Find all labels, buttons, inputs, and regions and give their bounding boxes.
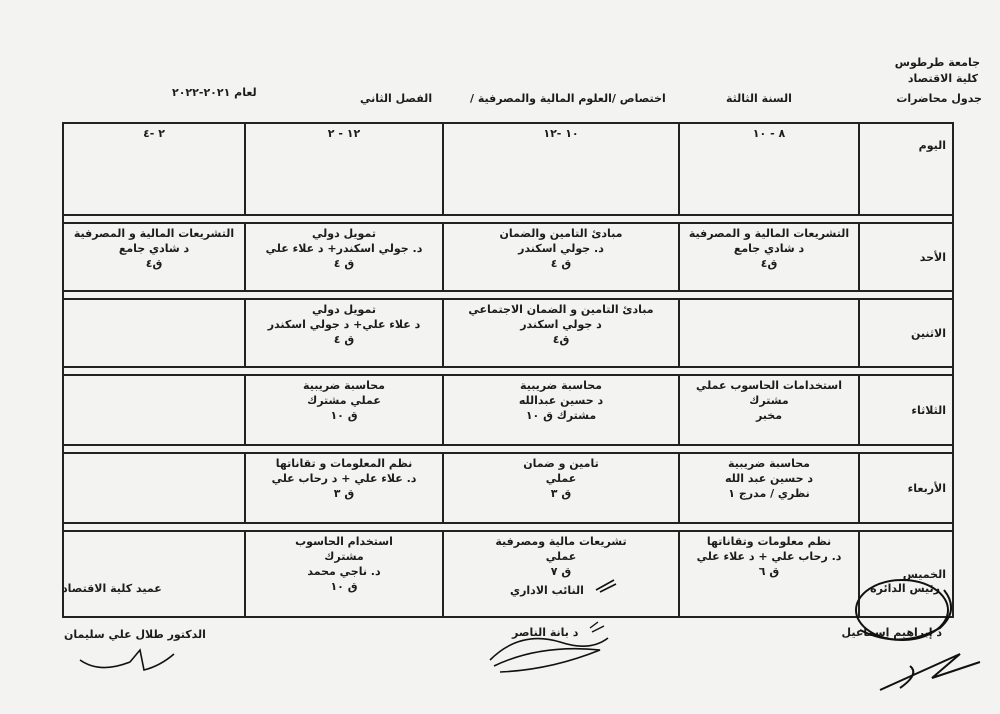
course-detail: مشترك bbox=[749, 394, 789, 407]
course-detail: د شادي جامع bbox=[733, 242, 805, 255]
table-row bbox=[63, 531, 953, 617]
row-separator bbox=[63, 367, 953, 375]
course-detail: د. ناجي محمد bbox=[307, 565, 381, 578]
lecture-cell bbox=[443, 375, 679, 445]
course-detail: ق٤ bbox=[552, 333, 570, 346]
day-cell: الاثنين bbox=[859, 299, 953, 367]
small-stamp-mark bbox=[594, 576, 618, 594]
course-detail: د علاء علي+ د جولي اسكندر bbox=[267, 318, 421, 331]
time-slot-header: ٢ -٤ bbox=[63, 123, 245, 215]
lecture-cell bbox=[245, 375, 443, 445]
course-name: التشريعات المالية و المصرفية bbox=[73, 227, 235, 240]
dean-title: عميد كلية الاقتصاد bbox=[62, 582, 162, 595]
academic-year: لعام ٢٠٢١-٢٠٢٢ bbox=[172, 86, 257, 99]
lecture-cell bbox=[63, 223, 245, 291]
lecture-cell bbox=[443, 453, 679, 523]
course-detail: د. جولي اسكندر bbox=[518, 242, 604, 255]
course-detail: د شادي جامع bbox=[118, 242, 190, 255]
dean-name: الدكتور طلال علي سليمان bbox=[64, 628, 206, 641]
course-detail: ق٤ bbox=[760, 257, 778, 270]
course-name: تمويل دولي bbox=[312, 303, 376, 316]
lecture-cell bbox=[679, 453, 859, 523]
course-detail: عملي bbox=[545, 550, 577, 563]
course-detail: ق ٧ bbox=[550, 565, 572, 578]
semester: الفصل الثاني bbox=[360, 92, 433, 105]
table-header-row bbox=[63, 123, 953, 215]
dept-head-name: د إبراهيم إسماعيل bbox=[841, 626, 942, 639]
course-detail: ق٤ bbox=[145, 257, 163, 270]
course-name: مبادئ التامين و الضمان الاجتماعي bbox=[468, 303, 654, 316]
row-separator bbox=[63, 523, 953, 531]
lecture-cell bbox=[679, 223, 859, 291]
deputy-title: النائب الاداري bbox=[510, 584, 584, 597]
day-cell: الأربعاء bbox=[859, 453, 953, 523]
course-name: محاسبة ضريبية bbox=[728, 457, 810, 470]
lecture-cell bbox=[63, 531, 245, 617]
table-row bbox=[63, 223, 953, 291]
year-level: السنة الثالثة bbox=[726, 92, 792, 105]
lecture-cell bbox=[63, 375, 245, 445]
course-detail: د. جولي اسكندر+ د علاء علي bbox=[265, 242, 423, 255]
course-detail: ق ٤ bbox=[550, 257, 572, 270]
lecture-cell bbox=[679, 375, 859, 445]
day-cell: الأحد bbox=[859, 223, 953, 291]
course-name: نظم المعلومات و تقاناتها bbox=[275, 457, 413, 470]
time-slot-header: ١٠ -١٢ bbox=[443, 123, 679, 215]
course-detail: ق ٣ bbox=[550, 487, 572, 500]
lecture-cell bbox=[443, 299, 679, 367]
lecture-cell bbox=[63, 453, 245, 523]
table-row bbox=[63, 453, 953, 523]
lecture-cell bbox=[63, 299, 245, 367]
lecture-cell bbox=[443, 531, 679, 617]
lecture-cell bbox=[245, 223, 443, 291]
day-cell: الثلاثاء bbox=[859, 375, 953, 445]
lecture-cell bbox=[245, 299, 443, 367]
row-separator bbox=[63, 445, 953, 453]
document-title: جدول محاضرات bbox=[896, 92, 982, 105]
table-row bbox=[63, 375, 953, 445]
lecture-cell bbox=[443, 223, 679, 291]
row-separator bbox=[63, 291, 953, 299]
course-detail: مشترك bbox=[324, 550, 364, 563]
course-name: محاسبة ضريبية bbox=[520, 379, 602, 392]
dean-signature bbox=[70, 640, 180, 680]
course-detail: مخبر bbox=[755, 409, 783, 422]
course-detail: مشترك ق ١٠ bbox=[525, 409, 597, 422]
course-detail: د حسين عبدالله bbox=[518, 394, 604, 407]
lecture-cell bbox=[679, 299, 859, 367]
course-name: تمويل دولي bbox=[312, 227, 376, 240]
lecture-cell bbox=[679, 531, 859, 617]
course-name: التشريعات المالية و المصرفية bbox=[688, 227, 850, 240]
course-detail: عملي مشترك bbox=[307, 394, 381, 407]
course-detail: د حسين عبد الله bbox=[724, 472, 814, 485]
day-cell: الخميس bbox=[859, 531, 953, 617]
course-name: مبادئ التامين والضمان bbox=[499, 227, 623, 240]
deputy-signature bbox=[480, 620, 620, 680]
course-name: تامين و ضمان bbox=[523, 457, 599, 470]
schedule-table bbox=[62, 122, 954, 618]
course-name: استخدامات الحاسوب عملي bbox=[695, 379, 843, 392]
dept-head-signature bbox=[840, 570, 990, 700]
dept-head-title: رئيس الدائرة bbox=[870, 582, 940, 595]
course-detail: ق ٤ bbox=[333, 333, 355, 346]
time-slot-header: ٨ - ١٠ bbox=[679, 123, 859, 215]
row-separator bbox=[63, 215, 953, 223]
specialization: اختصاص /العلوم المالية والمصرفية / bbox=[470, 92, 666, 105]
course-name: نظم معلومات وتقاناتها bbox=[706, 535, 832, 548]
course-detail: ق ٦ bbox=[758, 565, 780, 578]
course-detail: نظري / مدرج ١ bbox=[728, 487, 810, 500]
table-row bbox=[63, 299, 953, 367]
deputy-name: د بانة الناصر bbox=[512, 626, 579, 639]
course-name: محاسبة ضريبية bbox=[303, 379, 385, 392]
course-name: تشريعات مالية ومصرفية bbox=[495, 535, 627, 548]
course-detail: ق ١٠ bbox=[330, 580, 358, 593]
lecture-cell bbox=[245, 453, 443, 523]
course-detail: عملي bbox=[545, 472, 577, 485]
faculty-name: كلية الاقتصاد bbox=[907, 72, 978, 85]
course-detail: د جولي اسكندر bbox=[520, 318, 602, 331]
schedule-rows bbox=[63, 215, 953, 617]
university-name: جامعة طرطوس bbox=[894, 56, 980, 69]
course-detail: ق ١٠ bbox=[330, 409, 358, 422]
lecture-cell bbox=[245, 531, 443, 617]
course-detail: د. علاء علي + د رحاب علي bbox=[271, 472, 417, 485]
course-detail: ق ٤ bbox=[333, 257, 355, 270]
course-detail: ق ٣ bbox=[333, 487, 355, 500]
course-detail: د. رحاب علي + د علاء علي bbox=[696, 550, 842, 563]
time-slot-header: ١٢ - ٢ bbox=[245, 123, 443, 215]
day-header: اليوم bbox=[859, 123, 953, 215]
course-name: استخدام الحاسوب bbox=[295, 535, 393, 548]
